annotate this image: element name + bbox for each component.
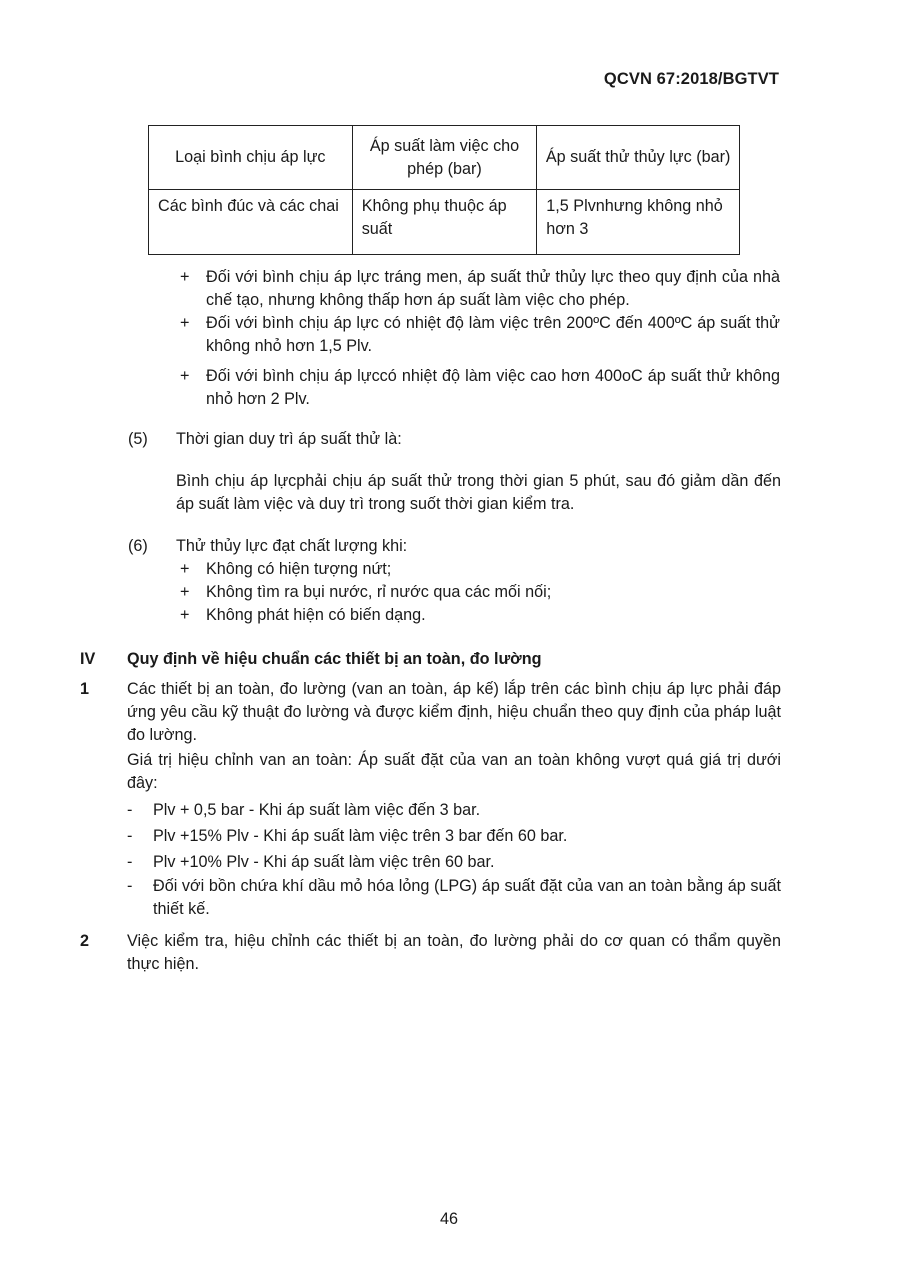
item-title: Thời gian duy trì áp suất thử là: <box>176 430 402 448</box>
table-row <box>149 190 740 255</box>
bullet-marker: + <box>180 268 190 286</box>
list-item <box>180 558 391 581</box>
list-item-text: Không có hiện tượng nứt; <box>206 560 392 578</box>
page-number: 46 <box>439 1210 458 1228</box>
list-item <box>180 312 780 358</box>
list-item-text: Không tìm ra bụi nước, rỉ nước qua các mối nối; <box>206 583 552 601</box>
item-number: (5) <box>128 430 148 448</box>
list-item-text: Đối với bồn chứa khí dầu mỏ hóa lỏng (LPG) áp suất đặt của van an toàn bằng áp suất thiết kế. <box>153 877 781 918</box>
table-cell: Các bình đúc và các chai <box>149 190 353 255</box>
list-item <box>127 875 781 921</box>
item-number: 2 <box>80 932 90 950</box>
item-number: (6) <box>128 537 148 555</box>
section-title: Quy định về hiệu chuẩn các thiết bị an toàn, đo lường <box>127 650 542 668</box>
dash-marker: - <box>127 801 133 819</box>
item-body: Việc kiểm tra, hiệu chỉnh các thiết bị an toàn, đo lường phải do cơ quan có thẩm quyền thực hiện. <box>127 932 781 973</box>
item-number: 1 <box>80 680 90 698</box>
bullet-marker: + <box>180 606 190 624</box>
table-header-cell: Áp suất làm việc cho phép (bar) <box>352 126 537 190</box>
dash-marker: - <box>127 853 133 871</box>
bullet-marker: + <box>180 560 190 578</box>
section-number: IV <box>80 650 96 668</box>
dash-marker: - <box>127 877 133 895</box>
list-item <box>127 825 567 848</box>
list-item-text: Plv +10% Plv - Khi áp suất làm việc trên 60 bar. <box>153 853 495 871</box>
table-cell: Không phụ thuộc áp suất <box>352 190 537 255</box>
bullet-marker: + <box>180 367 190 385</box>
list-item-text: Đối với bình chịu áp lực có nhiệt độ làm việc trên 200ºC đến 400ºC áp suất thử không nhỏ hơn 1,5 Plv. <box>206 314 780 355</box>
bullet-marker: + <box>180 314 190 332</box>
pressure-test-table <box>148 125 740 255</box>
item-body: Giá trị hiệu chỉnh van an toàn: Áp suất đặt của van an toàn không vượt quá giá trị dưới đây: <box>127 751 781 792</box>
list-item-text: Plv + 0,5 bar - Khi áp suất làm việc đến 3 bar. <box>153 801 481 819</box>
list-item <box>180 604 426 627</box>
document-code: QCVN 67:2018/BGTVT <box>603 70 779 88</box>
list-item-text: Không phát hiện có biến dạng. <box>206 606 426 624</box>
list-item <box>180 581 551 604</box>
list-item-text: Đối với bình chịu áp lực tráng men, áp suất thử thủy lực theo quy định của nhà chế tạo, nhưng không thấp hơn áp suất làm việc cho phép. <box>206 268 780 309</box>
item-title: Thử thủy lực đạt chất lượng khi: <box>176 537 408 555</box>
table-header-cell: Loại bình chịu áp lực <box>149 126 353 190</box>
dash-marker: - <box>127 827 133 845</box>
table-cell: 1,5 Plvnhưng không nhỏ hơn 3 <box>537 190 740 255</box>
bullet-marker: + <box>180 583 190 601</box>
list-item-text: Plv +15% Plv - Khi áp suất làm việc trên 3 bar đến 60 bar. <box>153 827 568 845</box>
list-item-text: Đối với bình chịu áp lựccó nhiệt độ làm việc cao hơn 400oC áp suất thử không nhỏ hơn 2 Plv. <box>206 367 780 408</box>
list-item <box>180 365 780 411</box>
table-header-cell: Áp suất thử thủy lực (bar) <box>537 126 740 190</box>
table-header-row <box>149 126 740 190</box>
list-item <box>127 799 480 822</box>
list-item <box>127 851 494 874</box>
item-body: Bình chịu áp lựcphải chịu áp suất thử trong thời gian 5 phút, sau đó giảm dần đến áp suất làm việc và duy trì trong suốt thời gian kiểm tra. <box>176 472 781 513</box>
item-body: Các thiết bị an toàn, đo lường (van an toàn, áp kế) lắp trên các bình chịu áp lực phải đáp ứng yêu cầu kỹ thuật đo lường và được kiểm định, hiệu chuẩn theo quy định của pháp luật đo lường. <box>127 680 781 744</box>
list-item <box>180 266 780 312</box>
